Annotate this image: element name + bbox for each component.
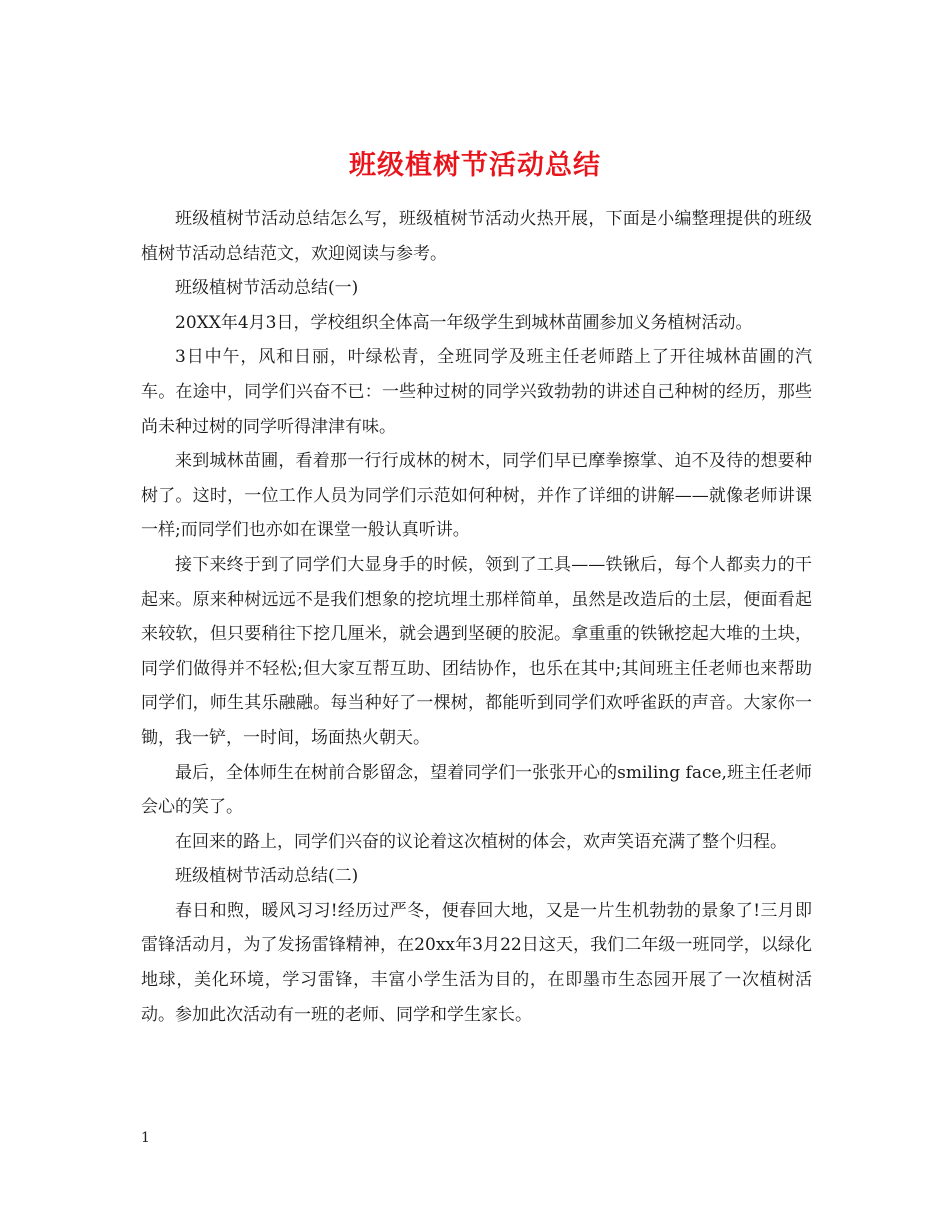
body-paragraph: 接下来终于到了同学们大显身手的时候，领到了工具——铁锹后，每个人都卖力的干起来。原来种树远远不是我们想象的挖坑埋土那样简单，虽然是改造后的土层，便面看起来较软，但只要稍往下挖几厘米，就会遇到坚硬的胶泥。拿重重的铁锹挖起大堆的土块，同学们做得并不轻松;但大家互帮互助、团结协作，也乐在其中;其间班主任老师也来帮助同学们，师生其乐融融。每当种好了一棵树，都能听到同学们欢呼雀跃的声音。大家你一锄，我一铲，一时间，场面热火朝天。 (141, 554, 812, 748)
body-paragraph: 在回来的路上，同学们兴奋的议论着这次植树的体会，欢声笑语充满了整个归程。 (175, 831, 787, 852)
section-heading-2: 班级植树节活动总结(二) (175, 866, 359, 887)
body-paragraph: 20XX年4月3日，学校组织全体高一年级学生到城林苗圃参加义务植树活动。 (175, 312, 753, 333)
body-paragraph: 最后，全体师生在树前合影留念，望着同学们一张张开心的smiling face,班主任老师会心的笑了。 (141, 762, 812, 818)
body-paragraph: 春日和煦，暖风习习!经历过严冬，便春回大地，又是一片生机勃勃的景象了!三月即雷锋活动月，为了发扬雷锋精神，在20xx年3月22日这天，我们二年级一班同学，以绿化地球，美化环境，学习雷锋，丰富小学生活为目的，在即墨市生态园开展了一次植树活动。参加此次活动有一班的老师、同学和学生家长。 (141, 900, 812, 1025)
section-heading-1: 班级植树节活动总结(一) (175, 278, 359, 299)
page-number: 1 (141, 1130, 150, 1146)
intro-paragraph: 班级植树节活动总结怎么写，班级植树节活动火热开展，下面是小编整理提供的班级植树节活动总结范文，欢迎阅读与参考。 (141, 209, 812, 264)
body-paragraph: 3日中午，风和日丽，叶绿松青，全班同学及班主任老师踏上了开往城林苗圃的汽车。在途中，同学们兴奋不已：一些种过树的同学兴致勃勃的讲述自己种树的经历，那些尚未种过树的同学听得津津有味。 (141, 347, 812, 437)
document-title: 班级植树节活动总结 (349, 150, 601, 182)
document-body (141, 202, 812, 1032)
body-paragraph: 来到城林苗圃，看着那一行行成林的树木，同学们早已摩拳擦掌、迫不及待的想要种树了。这时，一位工作人员为同学们示范如何种树，并作了详细的讲解——就像老师讲课一样;而同学们也亦如在课堂一般认真听讲。 (141, 451, 812, 541)
